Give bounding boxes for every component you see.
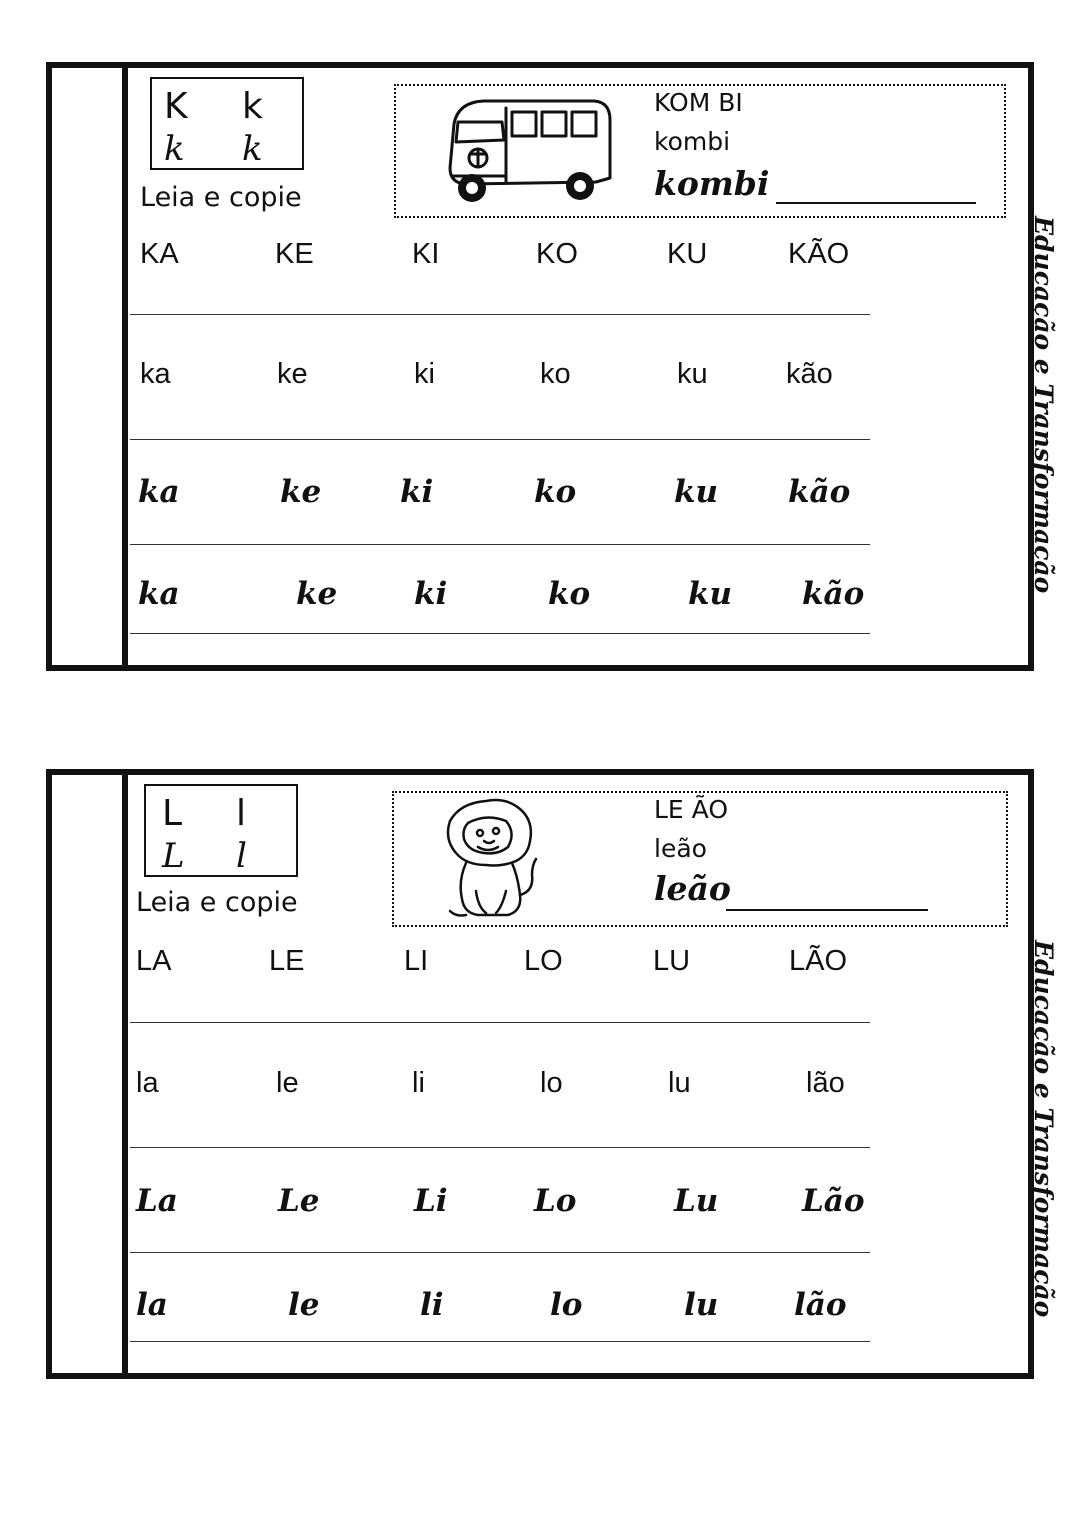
letter-cursive-upper: k [164, 129, 185, 169]
copy-line [130, 1341, 870, 1342]
syllable: Lo [534, 1183, 577, 1219]
syllable: ke [277, 358, 308, 390]
syllable: KA [140, 238, 179, 270]
lion-icon [436, 795, 540, 921]
syllable: lão [794, 1287, 847, 1323]
copy-line [130, 314, 870, 315]
binding-spine [52, 68, 128, 665]
word-cursive: leão [654, 869, 731, 908]
syllable: li [412, 1067, 425, 1099]
syllable: KÃO [788, 238, 850, 270]
letter-print-lower: k [242, 86, 263, 127]
letter-cursive-lower: l [236, 836, 247, 876]
syllable: le [288, 1287, 320, 1323]
kombi-van-icon [444, 96, 614, 210]
syllable: La [136, 1183, 178, 1219]
syllable: ke [280, 474, 322, 510]
syllable: la [136, 1287, 168, 1323]
syllable: ku [674, 474, 719, 510]
syllable: lu [684, 1287, 719, 1323]
syllable: LÃO [789, 945, 848, 977]
syllable: kão [786, 358, 833, 390]
word-print: leão [654, 834, 707, 863]
worksheet-card-l [46, 769, 1034, 1379]
syllable: KO [536, 238, 578, 270]
syllable: ko [540, 358, 571, 390]
brand-text: Educação e Transformação [1029, 216, 1058, 594]
copy-line [130, 1147, 870, 1148]
syllable: ka [140, 358, 171, 390]
syllable: ki [414, 576, 448, 612]
syllable: ka [138, 474, 180, 510]
syllable: lo [540, 1067, 563, 1099]
syllable: Lu [674, 1183, 719, 1219]
syllable: ki [414, 358, 435, 390]
copy-line [130, 633, 870, 634]
word-box [392, 791, 1008, 927]
syllable: LO [524, 945, 563, 977]
syllable: LA [136, 945, 172, 977]
letter-box [144, 784, 298, 877]
syllable: le [276, 1067, 299, 1099]
syllable: Lão [802, 1183, 865, 1219]
syllable: LI [404, 945, 429, 977]
syllable: kão [788, 474, 851, 510]
word-box [394, 84, 1006, 218]
syllable: lão [806, 1067, 845, 1099]
syllable: LU [653, 945, 691, 977]
syllable: ko [534, 474, 577, 510]
copy-blank-line [776, 202, 976, 204]
syllable: Le [278, 1183, 320, 1219]
copy-line [130, 1252, 870, 1253]
letter-cursive-upper: L [162, 836, 185, 876]
syllable: kão [802, 576, 865, 612]
brand-text: Educação e Transformação [1029, 940, 1058, 1318]
syllable: Li [414, 1183, 448, 1219]
syllable: KE [275, 238, 314, 270]
letter-print-upper: L [162, 793, 183, 834]
syllable: ki [400, 474, 434, 510]
copy-line [130, 544, 870, 545]
syllable: ke [296, 576, 338, 612]
letter-print-lower: l [236, 793, 247, 834]
word-separated: KOM BI [654, 88, 743, 117]
syllable: KU [667, 238, 708, 270]
word-print: kombi [654, 127, 731, 156]
letter-print-upper: K [164, 86, 188, 127]
syllable: ku [688, 576, 733, 612]
letter-box [150, 77, 304, 170]
instruction-text: Leia e copie [136, 887, 298, 918]
syllable: ko [548, 576, 591, 612]
syllable: lo [550, 1287, 583, 1323]
word-separated: LE ÃO [654, 795, 729, 824]
syllable: LE [269, 945, 305, 977]
instruction-text: Leia e copie [140, 182, 302, 213]
letter-cursive-lower: k [242, 129, 263, 169]
copy-line [130, 439, 870, 440]
binding-spine [52, 775, 128, 1373]
copy-line [130, 1022, 870, 1023]
syllable: ka [138, 576, 180, 612]
syllable: la [136, 1067, 159, 1099]
syllable: lu [668, 1067, 691, 1099]
copy-blank-line [726, 909, 928, 911]
syllable: KI [412, 238, 440, 270]
syllable: li [420, 1287, 444, 1323]
syllable: ku [677, 358, 708, 390]
word-cursive: kombi [654, 164, 770, 203]
worksheet-card-k [46, 62, 1034, 671]
